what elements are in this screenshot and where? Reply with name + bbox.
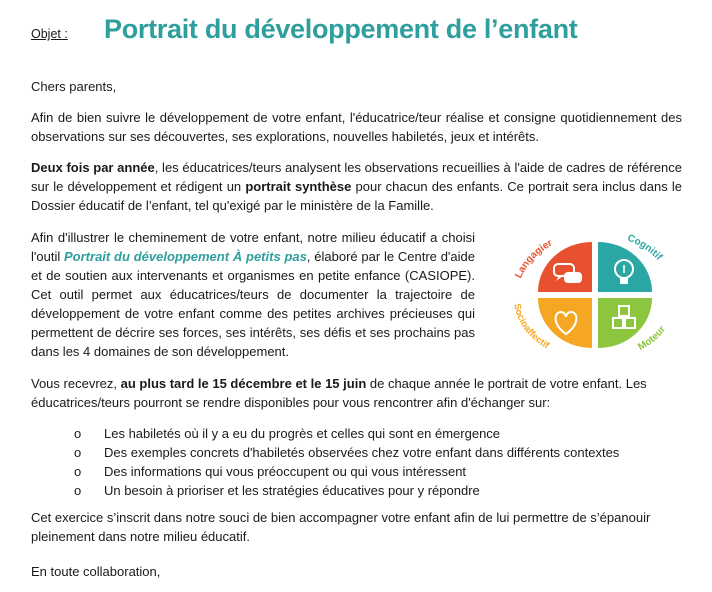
list-item-text: Des informations qui vous préoccupent ou qui vous intéressent (104, 464, 467, 479)
text-tool-start: Afin d'illustrer le cheminement de votre enfant, notre milieu éducatif a choisi l'outil (31, 230, 475, 264)
list-item (74, 462, 674, 481)
list-item-text: Les habiletés où il y a eu du progrès et celles qui sont en émergence (104, 426, 501, 441)
bold-portrait-synthese: portrait synthèse (245, 179, 352, 194)
bullet-marker: o (74, 483, 82, 498)
logo-label-moteur: Moteur (636, 324, 669, 353)
paragraph-tool (31, 228, 475, 361)
list-item (74, 424, 674, 443)
bullet-marker: o (74, 445, 82, 460)
discussion-topics-list (74, 424, 674, 500)
logo-label-langagier: Langagier (513, 237, 555, 281)
text-twice-end: pour chacun des enfants. Ce portrait sera inclus dans le Dossier éducatif de l’enfant, tel qu'exigé par le ministère de la Famille. (31, 179, 682, 213)
bold-dates: au plus tard le 15 décembre et le 15 juin (120, 376, 367, 391)
letter-header (31, 14, 691, 54)
paragraph-dates (31, 374, 682, 412)
signoff: En toute collaboration, (31, 564, 161, 579)
greeting: Chers parents, (31, 79, 117, 94)
list-item (74, 443, 674, 462)
paragraph-intro: Afin de bien suivre le développement de votre enfant, l'éducatrice/teur réalise et consigne quotidiennement des observations sur ses découvertes, ses explorations, nouvelles habiletés, jeux et intérêts. (31, 110, 682, 144)
list-item-text: Un besoin à prioriser et les stratégies éducatives pour y répondre (104, 483, 480, 498)
development-domains-logo (506, 224, 684, 364)
bullet-marker: o (74, 464, 82, 479)
bold-twice-a-year: Deux fois par année (31, 160, 155, 175)
svg-text:Moteur (636, 324, 668, 353)
list-item (74, 481, 674, 500)
tool-name: Portrait du développement À petits pas (64, 249, 307, 264)
list-item-text: Des exemples concrets d'habiletés observées chez votre enfant dans différents contextes (104, 445, 620, 460)
logo-label-cognitif: Cognitif (625, 232, 665, 263)
paragraph-closing: Cet exercice s’inscrit dans notre souci de bien accompagner votre enfant afin de lui permettre de s’épanouir pleinement dans notre milieu éducatif. (31, 510, 651, 544)
paragraph-twice-a-year (31, 158, 682, 215)
text-tool-end: , élaboré par le Centre d'aide et de soutien aux intervenants et organismes en petite enfance (CASIOPE). Cet outil permet aux éducatrices/teurs de documenter la trajectoire de développement de votre enfant comme des petites archives précieuses qui permettent de décrire ses forces, ses intérêts, ses défis et ses prochains pas dans les 4 domaines de son développement. (31, 249, 475, 359)
text-dates-start: Vous recevrez, (31, 376, 121, 391)
text-dates-end: de chaque année le portrait de votre enfant. Les éducatrices/teurs pourront se rendre disponibles pour vous rencontrer afin d'échanger sur: (31, 376, 647, 410)
logo-label-socioaffectif: Socioaffectif (511, 302, 551, 352)
text-twice-mid: , les éducatrices/teurs analysent les observations recueillies à l'aide de cadres de référence sur le développement et rédigent un (31, 160, 682, 194)
objet-label: Objet : (31, 27, 68, 41)
document-title: Portrait du développement de l’enfant (104, 14, 578, 44)
bullet-marker: o (74, 426, 82, 441)
